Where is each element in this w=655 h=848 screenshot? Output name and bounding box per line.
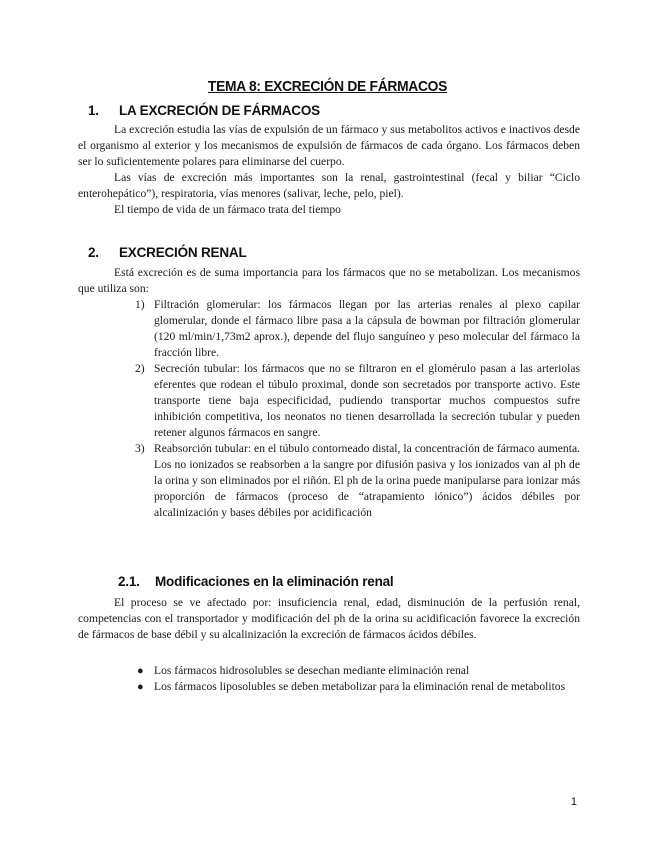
list-item [135, 297, 580, 361]
page-title: TEMA 8: EXCRECIÓN DE FÁRMACOS [207, 78, 448, 95]
section-2-1-body [78, 595, 580, 643]
list-item-text: Secreción tubular: los fármacos que no se filtraron en el glomérulo pasan a las arteriolas eferentes que rodean el túbulo proximal, donde son secretados por transporte activo. Este transporte tiene baja especificidad, pudiendo transportar muchos compuestos sufre inhibición competitiva, los neonatos no tienen desarrollada la secreción tubular y pueden retener algunos fármacos en sangre. [154, 362, 580, 439]
section-2-title: EXCRECIÓN RENAL [119, 245, 247, 260]
section-2-heading [88, 245, 247, 260]
section-2-body [78, 265, 580, 297]
list-item [135, 361, 580, 441]
section-1-title: LA EXCRECIÓN DE FÁRMACOS [119, 103, 320, 118]
list-item-text: Los fármacos liposolubles se deben metabolizar para la eliminación renal de metabolitos [154, 680, 566, 693]
section-2-number: 2. [88, 245, 99, 260]
bullet-icon: ● [137, 681, 144, 693]
page-number: 1 [570, 796, 577, 808]
list-marker: 2) [135, 362, 145, 375]
renal-mechanisms-list [135, 297, 580, 521]
section-1-paragraph-3: El tiempo de vida de un fármaco trata del tiempo [114, 203, 341, 216]
section-2-intro: Está excreción es de suma importancia para los fármacos que no se metabolizan. Los mecanismos que utiliza son: [78, 266, 580, 295]
section-2-1-heading [118, 574, 393, 589]
section-1-heading [88, 103, 320, 118]
section-1-number: 1. [88, 103, 99, 118]
section-2-1-title: Modificaciones en la eliminación renal [155, 574, 394, 589]
bullet-list [135, 663, 580, 695]
list-item-text: Filtración glomerular: los fármacos llegan por las arterias renales al plexo capilar glomerular, donde el fármaco libre pasa a la cápsula de bowman por filtración glomerular (120 ml/min/1,73m2 aprox.), depende del flujo sanguíneo y peso molecular del fármaco la fracción libre. [154, 298, 580, 359]
list-item-text: Reabsorción tubular: en el túbulo contorneado distal, la concentración de fármaco aumenta. Los no ionizados se reabsorben a la sangre por difusión pasiva y los ionizados van al ph de la orina y son eliminados por el riñón. El ph de la orina puede manipularse para ionizar más proporción de fármacos (proceso de “atrapamiento iónico”) ácidos débiles por alcalinización y bases débiles por acidificación [154, 442, 580, 519]
bullet-icon: ● [137, 665, 144, 677]
list-marker: 1) [135, 298, 145, 311]
section-1-body [78, 122, 580, 218]
section-1-paragraph-1: La excreción estudia las vías de expulsión de un fármaco y sus metabolitos activos e inactivos desde el organismo al exterior y los mecanismos de expulsión de fármacos de cada órgano. Los fármacos deben ser lo suficientemente polares para eliminarse del cuerpo. [78, 123, 580, 168]
section-2-1-paragraph: El proceso se ve afectado por: insuficiencia renal, edad, disminución de la perfusión renal, competencias con el transportador y modificación del ph de la orina su acidificación favorece la excreción de fármacos de base débil y su alcalinización la excreción de fármacos ácidos débiles. [78, 596, 580, 641]
section-1-paragraph-2: Las vías de excreción más importantes son la renal, gastrointestinal (fecal y biliar “Ciclo enterohepático”), respiratoria, vías menores (salivar, leche, pelo, piel). [78, 171, 580, 200]
section-2-1-number: 2.1. [118, 574, 140, 589]
list-item [135, 679, 580, 695]
list-item [135, 663, 580, 679]
list-item [135, 441, 580, 521]
list-marker: 3) [135, 442, 145, 455]
list-item-text: Los fármacos hidrosolubles se desechan mediante eliminación renal [154, 664, 470, 677]
